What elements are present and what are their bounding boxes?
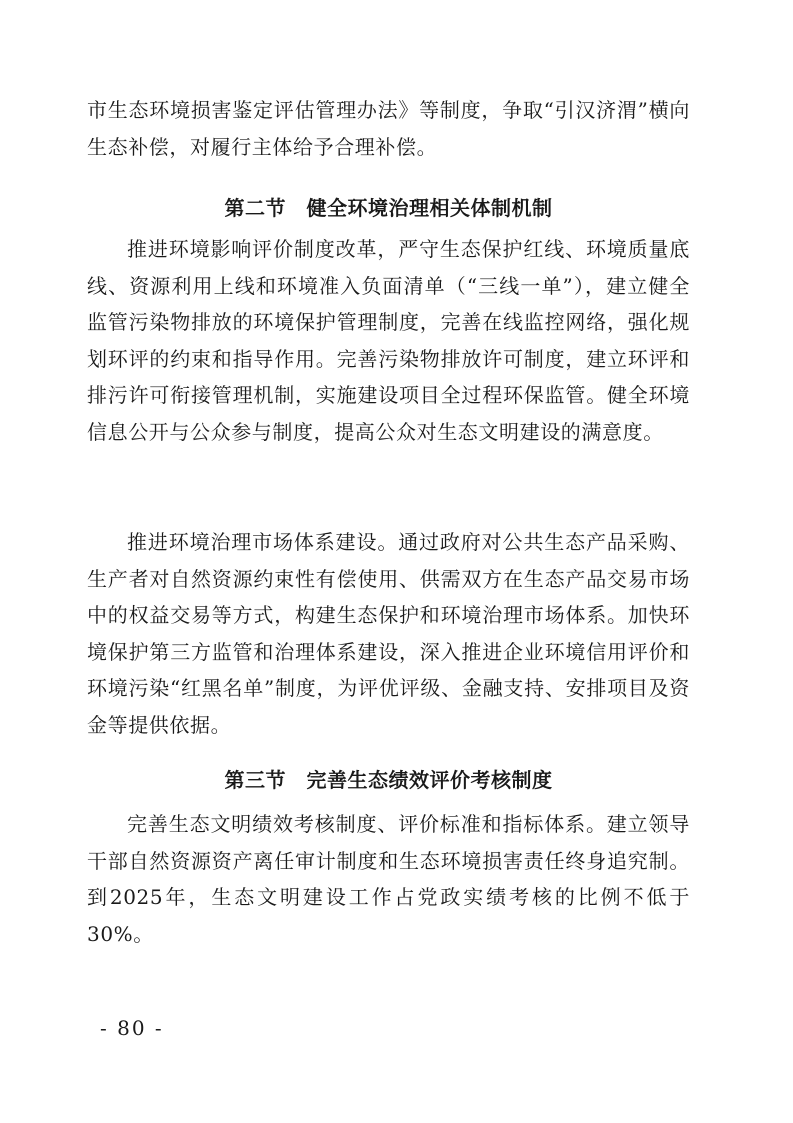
paragraph-market-system: 推进环境治理市场体系建设。通过政府对公共生态产品采购、生产者对自然资源约束性有偿使用、供需双方在生态产品交易市场中的权益交易等方式，构建生态保护和环境治理市场体系。加快环境保护第三方监管和治理体系建设，深入推进企业环境信用评价和环境污染“红黑名单”制度，为评优评级、金融支持、安排项目及资金等提供依据。 (87, 530, 690, 737)
paragraph-eia-reform: 推进环境影响评价制度改革，严守生态保护红线、环境质量底线、资源利用上线和环境准入负面清单（“三线一单”），建立健全监管污染物排放的环境保护管理制度，完善在线监控网络，强化规划环评的约束和指导作用。完善污染物排放许可制度，建立环评和排污许可衔接管理机制，实施建设项目全过程环保监管。健全环境信息公开与公众参与制度，提高公众对生态文明建设的满意度。 (87, 237, 690, 444)
section-heading-3: 第三节 完善生态绩效评价考核制度 (224, 768, 553, 792)
section-heading-2: 第二节 健全环境治理相关体制机制 (224, 196, 553, 220)
paragraph-continuation: 市生态环境损害鉴定评估管理办法》等制度，争取“引汉济渭”横向生态补偿，对履行主体给予合理补偿。 (87, 98, 690, 159)
page-number: - 80 - (100, 1016, 164, 1040)
paragraph-performance-assessment: 完善生态文明绩效考核制度、评价标准和指标体系。建立领导干部自然资源资产离任审计制度和生态环境损害责任终身追究制。到2025年，生态文明建设工作占党政实绩考核的比例不低于30%。 (87, 812, 690, 946)
